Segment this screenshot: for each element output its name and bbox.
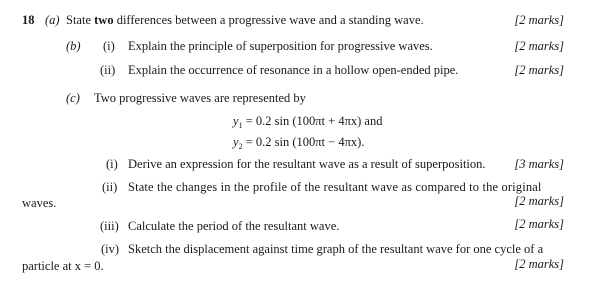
part-c-ii-label: (ii) bbox=[102, 180, 118, 194]
part-c-iii-text: Calculate the period of the resultant wave. bbox=[128, 219, 340, 233]
part-c-ii-continuation: waves. bbox=[22, 196, 57, 210]
part-c-label: (c) bbox=[66, 91, 80, 105]
part-c-iii-marks: [2 marks] bbox=[514, 217, 564, 231]
part-b-i-label: (i) bbox=[103, 39, 115, 53]
equation-y1: $y_1 = 0.2$ sin (100πt + 4πx) and bbox=[233, 114, 383, 130]
part-c-iv-text: Sketch the displacement against time graph of the resultant wave for one cycle of a bbox=[128, 242, 544, 256]
part-c-iv-marks: [2 marks] bbox=[514, 257, 564, 271]
part-c-i-marks: [3 marks] bbox=[514, 157, 564, 171]
part-b-ii-text: Explain the occurrence of resonance in a hollow open-ended pipe. bbox=[128, 63, 459, 77]
part-c-iv-label: (iv) bbox=[101, 242, 120, 256]
part-c-intro: Two progressive waves are represented by bbox=[94, 91, 306, 105]
part-a-text: State two differences between a progressive wave and a standing wave. bbox=[66, 13, 424, 27]
equation-y2: $y_2 = 0.2$ sin (100πt − 4πx). bbox=[233, 135, 365, 151]
part-a-label: (a) bbox=[45, 13, 60, 27]
part-b-ii-marks: [2 marks] bbox=[514, 63, 564, 77]
part-b-label: (b) bbox=[66, 39, 81, 53]
part-c-i-label: (i) bbox=[106, 157, 118, 171]
part-c-ii-text: State the changes in the profile of the resultant wave as compared to the original bbox=[128, 180, 542, 194]
part-c-ii-marks: [2 marks] bbox=[514, 194, 564, 208]
part-c-iii-label: (iii) bbox=[100, 219, 119, 233]
part-a-marks: [2 marks] bbox=[514, 13, 564, 27]
part-c-i-text: Derive an expression for the resultant wave as a result of superposition. bbox=[128, 157, 486, 171]
part-b-i-text: Explain the principle of superposition for progressive waves. bbox=[128, 39, 433, 53]
part-c-iv-continuation: particle at x = 0. bbox=[22, 259, 104, 273]
part-b-i-marks: [2 marks] bbox=[514, 39, 564, 53]
question-number: 18 bbox=[22, 13, 35, 27]
part-b-ii-label: (ii) bbox=[100, 63, 116, 77]
